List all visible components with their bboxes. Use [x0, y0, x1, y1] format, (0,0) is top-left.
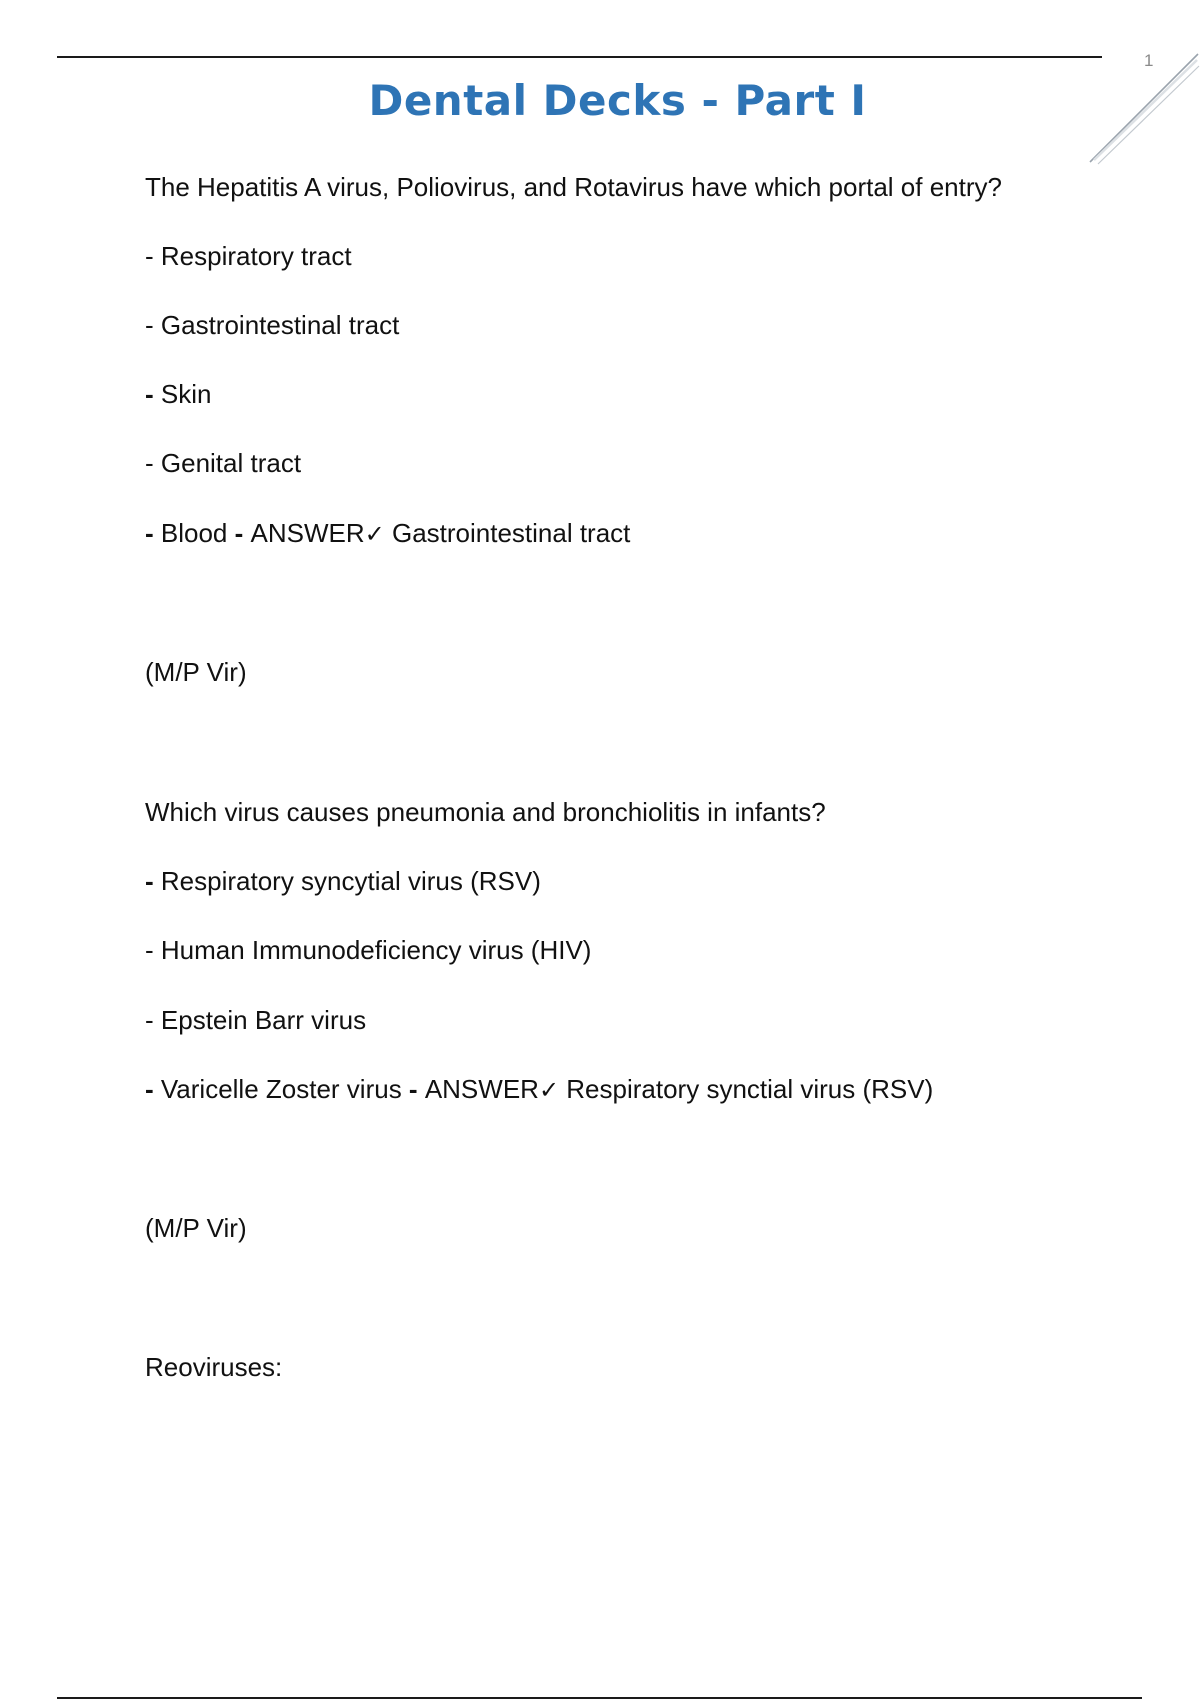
option-dash: - [145, 310, 161, 340]
footer-rule [57, 1697, 1142, 1699]
option-dash: - [145, 935, 161, 965]
option-dash: - [145, 379, 161, 409]
header-rule [57, 56, 1102, 58]
list-item [145, 240, 352, 272]
page-title: Dental Decks - Part I [368, 76, 867, 125]
source-reference: (M/P Vir) [145, 657, 247, 687]
list-item [145, 865, 541, 897]
option-text: Epstein Barr virus [160, 1005, 367, 1035]
list-item [145, 447, 301, 479]
option-dash: - [145, 241, 161, 271]
option-text: Human Immunodeficiency virus (HIV) [160, 935, 592, 965]
answer-text: Respiratory synctial virus (RSV) [566, 1074, 934, 1104]
option-text: Respiratory tract [160, 241, 352, 271]
question-text: Which virus causes pneumonia and bronchiolitis in infants? [145, 797, 826, 827]
option-dash: - [145, 1074, 161, 1104]
option-dash: - [145, 1005, 161, 1035]
page-number: 1 [1144, 51, 1154, 70]
answer-separator: - [227, 518, 251, 548]
list-item [145, 1004, 366, 1036]
option-dash: - [145, 866, 161, 896]
option-text: Varicelle Zoster virus [160, 1074, 402, 1104]
check-icon: ✓ [364, 520, 385, 548]
source-reference: (M/P Vir) [145, 1213, 247, 1243]
question-text: The Hepatitis A virus, Poliovirus, and Rotavirus have which portal of entry? [145, 172, 1002, 202]
option-dash: - [145, 448, 161, 478]
list-item [145, 309, 399, 341]
answer-label: ANSWER [424, 1074, 539, 1104]
option-text: Gastrointestinal tract [160, 310, 400, 340]
option-text: Skin [160, 379, 212, 409]
option-text: Respiratory syncytial virus (RSV) [160, 866, 541, 896]
question-text: Reoviruses: [145, 1352, 283, 1382]
answer-line [145, 517, 630, 550]
answer-text: Gastrointestinal tract [391, 518, 631, 548]
list-item [145, 378, 211, 410]
list-item [145, 934, 591, 966]
check-icon: ✓ [538, 1076, 560, 1104]
option-text: Blood [160, 518, 228, 548]
option-dash: - [145, 518, 161, 548]
answer-line [145, 1073, 933, 1106]
answer-label: ANSWER [250, 518, 365, 548]
option-text: Genital tract [160, 448, 302, 478]
answer-separator: - [401, 1074, 425, 1104]
